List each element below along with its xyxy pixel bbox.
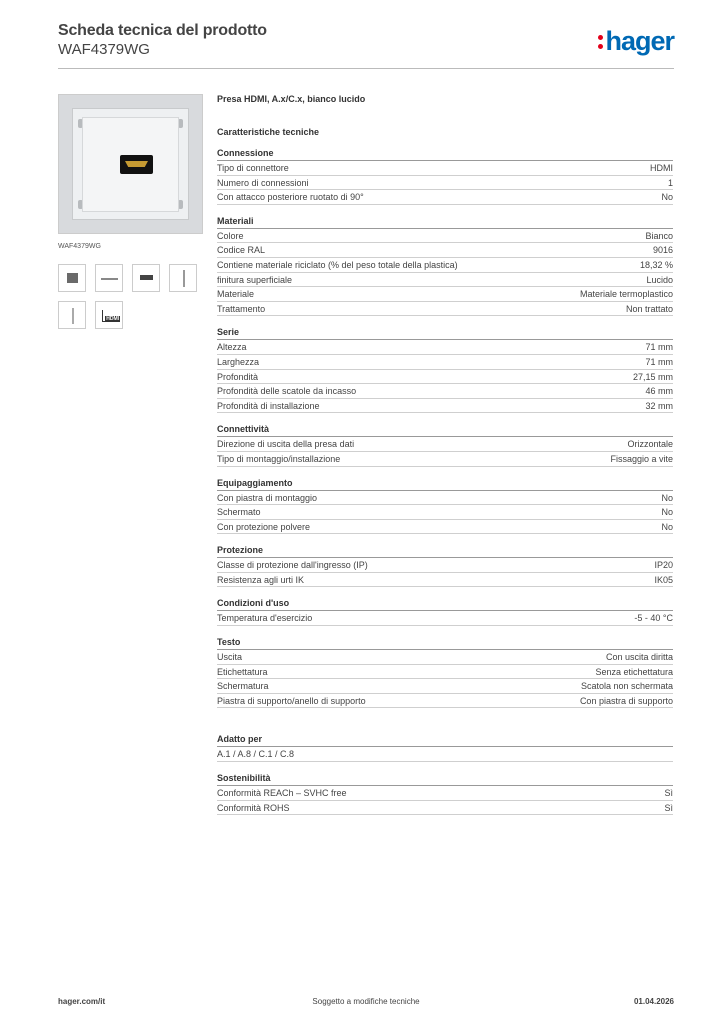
spec-row [217,176,673,191]
spec-row [217,370,673,385]
row-label: Schermatura [217,681,269,692]
row-value: No [661,192,673,203]
row-label: Resistenza agli urti IK [217,574,305,585]
spec-section [217,545,673,587]
spec-row [217,287,673,302]
spec-section [217,327,673,413]
spec-section [217,216,673,317]
row-label: Schermato [217,507,261,518]
row-value: 9016 [652,245,673,256]
row-value: IP20 [654,560,673,571]
wiring-icon[interactable] [95,264,123,292]
row-label: Uscita [217,652,243,663]
row-value: Bianco [645,230,673,241]
row-value: 18,32 % [639,259,673,270]
spec-section [217,598,673,626]
row-value: Non trattato [625,303,673,314]
spec-row [217,505,673,520]
row-value: Materiale termoplastico [579,289,673,300]
spec-row [217,665,673,680]
spec-row [217,258,673,273]
row-label: Tipo di montaggio/installazione [217,453,341,464]
row-label: Tipo di connettore [217,163,289,173]
row-label: Profondità [217,371,259,382]
row-label: Temperatura d'esercizio [217,613,313,624]
row-label: finitura superficiale [217,274,293,285]
row-value: Lucido [646,274,673,285]
socket-cover [82,117,179,212]
spec-row [217,786,673,801]
row-value: 32 mm [645,400,673,411]
document-title: Scheda tecnica del prodotto [58,22,267,39]
spec-row [217,573,673,588]
spec-section [217,637,673,708]
spec-row [217,650,673,665]
suitable-for-row [217,747,673,762]
row-label: Classe di protezione dall'ingresso (IP) [217,560,368,571]
spec-row [217,679,673,694]
row-value: HDMI [650,163,673,173]
row-value: 71 mm [645,356,673,367]
row-label: A.1 / A.8 / C.1 / C.8 [217,749,295,760]
connector-icon[interactable] [132,264,160,292]
spec-column [217,94,673,815]
hdmi-tag: HDMI [106,316,119,322]
page-header [58,22,674,58]
row-value: Scatola non schermata [580,681,673,692]
row-value: 71 mm [645,342,673,353]
spec-row [217,491,673,506]
spec-row [217,694,673,709]
row-label: Conformità REACh – SVHC free [217,788,347,799]
product-description: Presa HDMI, A.x/C.x, bianco lucido [217,94,366,104]
row-label: Contiene materiale riciclato (% del peso totale della plastica) [217,259,458,270]
suitable-for-section [217,734,673,762]
section-title: Protezione [217,545,673,558]
image-caption: WAF4379WG [58,243,101,250]
row-label: Colore [217,230,244,241]
row-label: Piastra di supporto/anello di supporto [217,695,366,706]
logo-dots-icon [598,32,604,52]
specs-heading: Caratteristiche tecniche [217,127,320,137]
section-title: Testo [217,637,673,650]
spec-row [217,161,673,176]
thumbnail-grid [58,264,203,329]
footer-date: 01.04.2026 [633,997,674,1006]
spec-row [217,452,673,467]
section-title: Condizioni d'uso [217,598,673,611]
spec-row [217,302,673,317]
spec-row [217,229,673,244]
row-value: -5 - 40 °C [634,613,673,624]
footer-website[interactable]: hager.com/it [58,997,106,1006]
socket-front-icon[interactable] [58,264,86,292]
row-label: Con attacco posteriore ruotato di 90° [217,192,364,203]
row-label: Profondità di installazione [217,400,320,411]
section-title: Serie [217,327,673,340]
socket-frame [72,108,189,220]
row-value: Con piastra di supporto [579,695,673,706]
row-value: 27,15 mm [632,371,673,382]
sustainability-section [217,773,673,815]
row-label: Profondità delle scatole da incasso [217,386,357,397]
spec-row [217,340,673,355]
depth-icon[interactable] [58,301,86,329]
row-value: No [661,507,673,518]
row-value: 1 [667,177,673,188]
section-title: Connettività [217,424,673,437]
section-title: Connessione [217,148,673,161]
section-title: Sostenibilità [217,773,673,786]
row-value: Fissaggio a vite [610,453,673,464]
row-label: Conformità ROHS [217,802,290,813]
row-label: Materiale [217,289,255,300]
row-label: Etichettatura [217,666,268,677]
row-value: 46 mm [645,386,673,397]
row-value: Orizzontale [627,439,673,450]
spec-row [217,520,673,535]
logo-text: hager [605,26,674,56]
row-label: Con piastra di montaggio [217,492,318,503]
row-value: Sì [664,802,673,813]
row-value: Senza etichettatura [595,666,673,677]
spec-section [217,478,673,535]
product-code-title: WAF4379WG [58,41,150,58]
spec-section [217,148,673,205]
section-title: Equipaggiamento [217,478,673,491]
spec-row [217,355,673,370]
spec-row [217,190,673,205]
spec-row [217,243,673,258]
row-value: Sì [664,788,673,799]
footer-note: Soggetto a modifiche tecniche [312,997,420,1006]
product-image [58,94,203,234]
side-view-icon[interactable] [169,264,197,292]
row-label: Altezza [217,342,247,353]
row-label: Larghezza [217,356,260,367]
hager-logo [598,26,674,57]
hdmi-port-icon [120,155,153,174]
row-label: Codice RAL [217,245,266,256]
spec-row [217,558,673,573]
row-label: Trattamento [217,303,266,314]
row-value: No [661,492,673,503]
row-value: No [661,521,673,532]
spec-row [217,437,673,452]
hdmi-symbol-icon[interactable] [95,301,123,329]
spec-row [217,399,673,414]
row-value: IK05 [654,574,673,585]
row-label: Con protezione polvere [217,521,311,532]
spec-row [217,611,673,626]
product-image-column [58,94,203,329]
spec-sections [217,148,673,708]
row-label: Numero di connessioni [217,177,309,188]
spec-row [217,273,673,288]
spec-row [217,384,673,399]
spec-row [217,801,673,816]
spec-section [217,424,673,466]
header-divider [58,68,674,69]
row-value: Con uscita diritta [605,652,673,663]
section-title: Materiali [217,216,673,229]
row-label: Direzione di uscita della presa dati [217,439,355,450]
section-title: Adatto per [217,734,673,747]
